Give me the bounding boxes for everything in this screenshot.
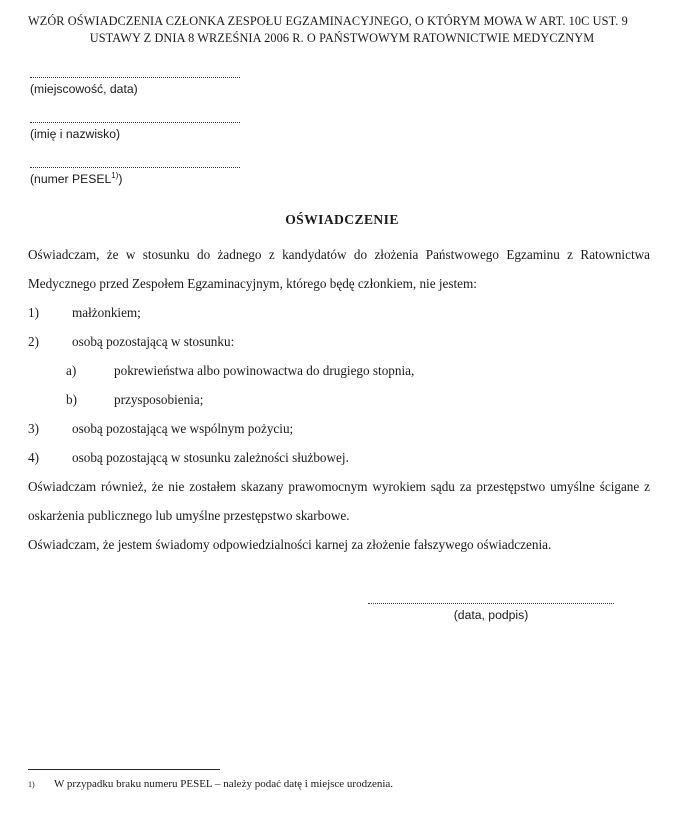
list-item-text: osobą pozostającą we wspólnym pożyciu; [72, 421, 294, 436]
signature-label: (data, podpis) [453, 608, 529, 622]
dotted-fill-line[interactable] [30, 167, 240, 169]
field-label-place-date: (miejscowość, data) [30, 82, 138, 96]
sublist-item [66, 356, 650, 385]
paragraph-false-statement: Oświadczam, że jestem świadomy odpowiedzialności karnej za złożenie fałszywego oświadczenia. [28, 537, 552, 552]
declaration-sublist [28, 356, 650, 414]
sublist-item-text: pokrewieństwa albo powinowactwa do drugiego stopnia, [114, 363, 415, 378]
list-item [28, 443, 650, 472]
paragraph-criminal-record: Oświadczam również, że nie zostałem skazany prawomocnym wyrokiem sądu za przestępstwo umyślne ścigane z oskarżenia publicznego lub umyślne przestępstwo skarbowe. [28, 479, 650, 523]
dotted-fill-line[interactable] [30, 122, 240, 124]
list-item-text: osobą pozostającą w stosunku: [72, 334, 235, 349]
list-item [28, 327, 650, 356]
document-body [0, 240, 684, 623]
footnote-divider [28, 769, 220, 770]
sublist-item-marker: a) [66, 363, 77, 378]
declaration-list [28, 298, 650, 472]
identity-fields [0, 77, 684, 187]
header-line-1: WZÓR OŚWIADCZENIA CZŁONKA ZESPOŁU EGZAMINACYJNEGO, O KTÓRYM MOWA W ART. 10C UST. 9 [28, 14, 628, 28]
field-place-date [30, 77, 684, 97]
list-item-marker: 1) [28, 305, 39, 320]
signature-block [28, 603, 650, 623]
sublist-item-marker: b) [66, 392, 77, 407]
intro-paragraph: Oświadczam, że w stosunku do żadnego z kandydatów do złożenia Państwowego Egzaminu z Ratownictwa Medycznego przed Zespołem Egzaminacyjnym, którego będę członkiem, nie jestem: [28, 247, 650, 291]
document-header [0, 0, 684, 47]
signature-inner [368, 603, 614, 623]
field-pesel [30, 167, 684, 187]
field-label-pesel [30, 172, 684, 187]
field-name-surname [30, 122, 684, 142]
footnote-reference-marker: 1) [111, 170, 119, 180]
field-label-name-surname: (imię i nazwisko) [30, 127, 121, 141]
footnote-marker: 1) [28, 780, 35, 789]
page-title: OŚWIADCZENIE [285, 212, 399, 227]
list-item [28, 298, 650, 327]
header-line-2: USTAWY Z DNIA 8 WRZEŚNIA 2006 R. O PAŃSTWOWYM RATOWNICTWIE MEDYCZNYM [89, 31, 595, 45]
list-item-marker: 4) [28, 450, 39, 465]
list-item [28, 414, 650, 443]
list-item-text: małżonkiem; [72, 305, 141, 320]
list-item-marker: 2) [28, 334, 39, 349]
dotted-fill-line[interactable] [30, 77, 240, 79]
list-item-text: osobą pozostającą w stosunku zależności służbowej. [72, 450, 349, 465]
footnote-section [28, 769, 588, 792]
field-label-pesel-suffix: ) [118, 172, 123, 186]
sublist-item [66, 385, 650, 414]
footnote-row [28, 777, 588, 792]
footnote-text: W przypadku braku numeru PESEL – należy podać datę i miejsce urodzenia. [54, 778, 394, 790]
signature-dotted-line[interactable] [368, 603, 614, 605]
list-item-marker: 3) [28, 421, 39, 436]
sublist-item-text: przysposobienia; [114, 392, 204, 407]
field-label-pesel-text: (numer PESEL [30, 172, 112, 186]
